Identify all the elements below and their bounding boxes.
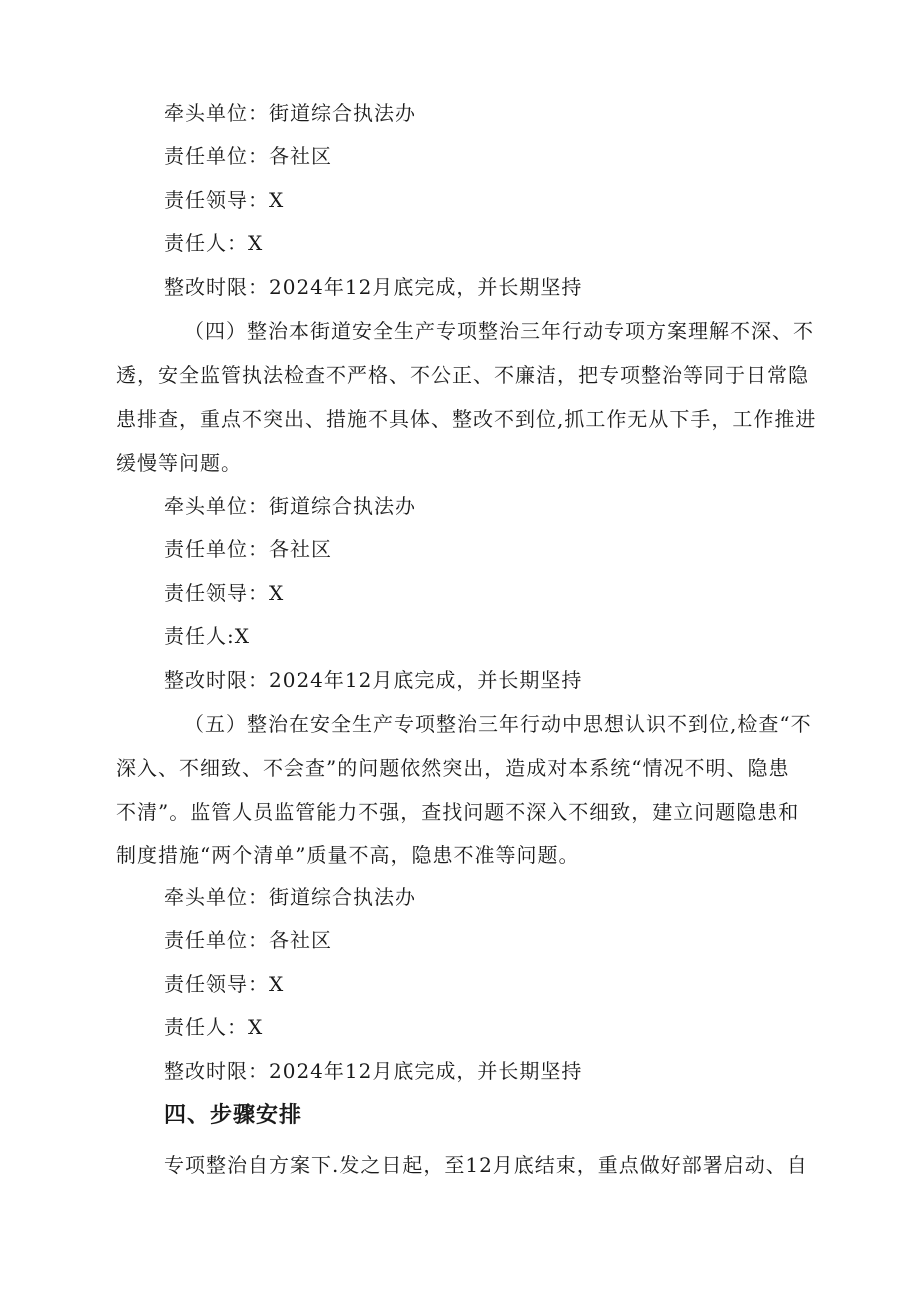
paragraph-five-line-4: 制度措施“两个清单”质量不高，隐患不准等问题。 <box>116 843 580 867</box>
paragraph-four-line-1: （四）整治本街道安全生产专项整治三年行动专项方案理解不深、不 <box>184 319 814 343</box>
responsible-unit: 责任单位：各社区 <box>164 928 332 952</box>
paragraph-four-line-4: 缓慢等问题。 <box>116 451 242 475</box>
responsible-leader: 责任领导：X <box>164 581 285 605</box>
responsible-person: 责任人:X <box>164 624 250 648</box>
responsible-leader: 责任领导：X <box>164 972 285 996</box>
paragraph-five-line-2: 深入、不细致、不会查”的问题依然突出，造成对本系统“情况不明、隐患 <box>116 756 790 780</box>
paragraph-five-line-3: 不清”。监管人员监管能力不强，查找问题不深入不细致，建立问题隐患和 <box>116 800 800 824</box>
lead-unit: 牵头单位：街道综合执法办 <box>164 494 416 518</box>
paragraph-four-line-2: 透，安全监管执法检查不严格、不公正、不廉洁，把专项整治等同于日常隐 <box>116 363 809 387</box>
lead-unit: 牵头单位：街道综合执法办 <box>164 885 416 909</box>
responsible-unit: 责任单位：各社区 <box>164 537 332 561</box>
section-heading: 四、步骤安排 <box>164 1103 303 1128</box>
responsible-person: 责任人：X <box>164 231 264 255</box>
lead-unit: 牵头单位：街道综合执法办 <box>164 101 416 125</box>
responsible-leader: 责任领导：X <box>164 188 285 212</box>
deadline: 整改时限：2024年12月底完成，并长期坚持 <box>164 275 583 299</box>
section-body-line-1: 专项整治自方案下.发之日起，至12月底结束，重点做好部署启动、自 <box>164 1153 808 1177</box>
responsible-person: 责任人：X <box>164 1015 264 1039</box>
deadline: 整改时限：2024年12月底完成，并长期坚持 <box>164 1059 583 1083</box>
paragraph-four-line-3: 患排查，重点不突出、措施不具体、整改不到位,抓工作无从下手，工作推进 <box>116 407 817 431</box>
deadline: 整改时限：2024年12月底完成，并长期坚持 <box>164 668 583 692</box>
responsible-unit: 责任单位：各社区 <box>164 144 332 168</box>
paragraph-five-line-1: （五）整治在安全生产专项整治三年行动中思想认识不到位,检查“不 <box>184 712 812 736</box>
